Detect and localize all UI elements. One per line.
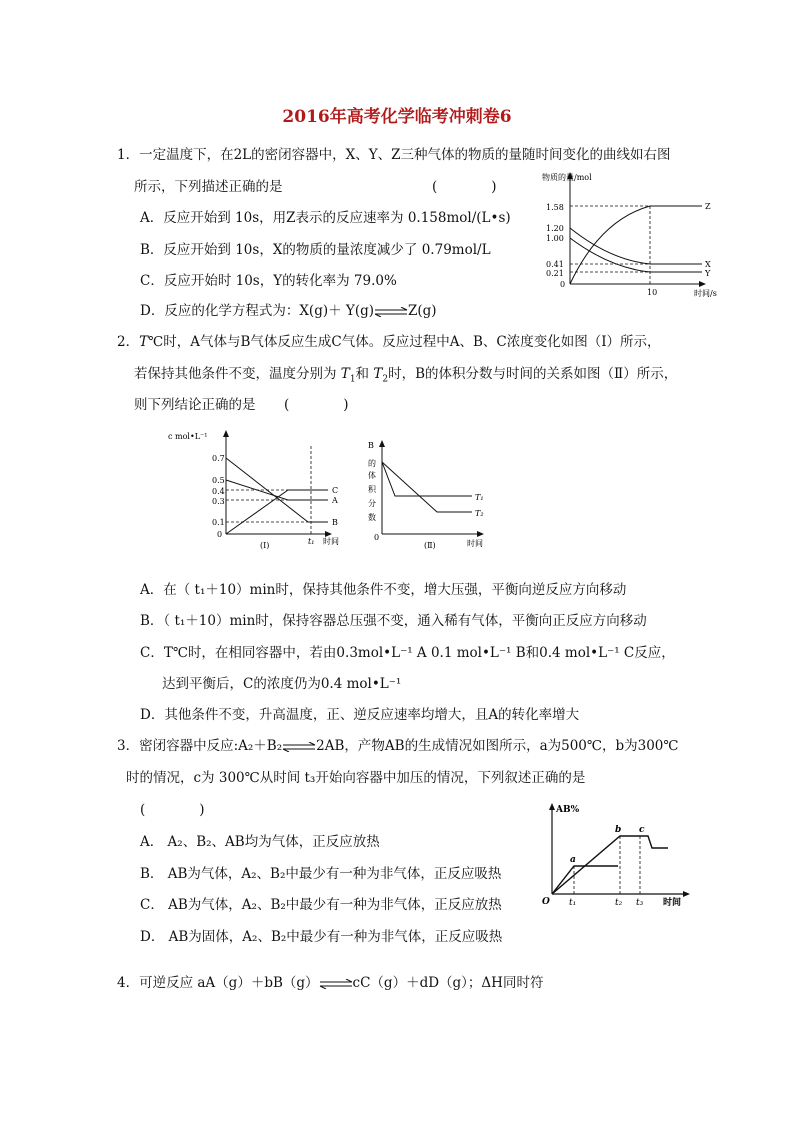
equilibrium-arrow-icon bbox=[374, 307, 408, 317]
q2-g2-label-t1: T₁ bbox=[475, 493, 484, 502]
q2-option-c-line2: 达到平衡后，C的浓度仍为0.4 mol•L⁻¹ bbox=[162, 676, 402, 692]
q2-graph-1 bbox=[168, 424, 353, 554]
q1-answer-bracket: ( ) bbox=[432, 179, 497, 195]
q3-graph bbox=[540, 798, 700, 910]
q2-stem-line3: 则下列结论正确的是 bbox=[134, 397, 256, 413]
q2-g1-xtick-t1: t₁ bbox=[308, 537, 315, 546]
q2-g2-curve-t2 bbox=[382, 462, 472, 512]
q3-xtick-t3: t₃ bbox=[636, 898, 644, 908]
q1-curve-x-label: X bbox=[705, 260, 711, 269]
q1-graph bbox=[530, 168, 730, 303]
q1-graph-xtick-10: 10 bbox=[647, 288, 658, 297]
q3-option-d: D． AB为固体，A₂、B₂中最少有一种为非气体，正反应吸热 bbox=[140, 929, 503, 945]
q2-g2-ylabel-char-5: 分 bbox=[368, 499, 376, 508]
q2-temp-symbol: T bbox=[139, 334, 149, 350]
q2-g1-ytick-0-3: 0.3 bbox=[212, 497, 225, 506]
equilibrium-arrow-icon bbox=[319, 979, 353, 989]
q2-stem-line2 bbox=[134, 364, 677, 390]
q1-curve-y-label: Y bbox=[705, 269, 711, 278]
q1-option-d-rhs: Z(g) bbox=[408, 303, 437, 319]
q3-graph-xlabel: 时间 bbox=[663, 898, 682, 908]
q1-curve-x bbox=[570, 228, 702, 264]
q2-number: 2． bbox=[117, 334, 140, 350]
q2-stem-line1-text: ℃时，A气体与B气体反应生成C气体。反应过程中A、B、C浓度变化如图（Ⅰ）所示， bbox=[148, 334, 661, 350]
q1-graph-ytick-0: 0 bbox=[560, 280, 566, 289]
q2-g2-ylabel-char-1: B bbox=[368, 441, 374, 450]
q3-stem-rhs: 2AB，产物AB的生成情况如图所示，a为500℃，b为300℃ bbox=[316, 738, 679, 754]
q2-g1-label-c: C bbox=[332, 486, 339, 495]
q2-g1-label-a: A bbox=[332, 496, 338, 505]
q2-graph-1-ylabel: c mol•L⁻¹ bbox=[168, 432, 208, 441]
q4-stem-lhs: 4．可逆反应 aA（g）＋bB（g） bbox=[117, 975, 319, 991]
q4-stem bbox=[117, 973, 543, 993]
q2-g1-ytick-0-4: 0.4 bbox=[212, 487, 225, 496]
q1-graph-xlabel: 时间/s bbox=[694, 289, 717, 298]
q1-graph-ytick-1-58: 1.58 bbox=[546, 203, 564, 212]
q3-curve-a bbox=[552, 866, 618, 894]
q1-stem-line2: 所示，下列描述正确的是 bbox=[134, 179, 283, 195]
q1-curve-z-label: Z bbox=[705, 202, 711, 211]
q2-g2-ylabel-char-3: 体 bbox=[368, 471, 376, 480]
q1-option-d-lhs: D．反应的化学方程式为：X(g)＋ Y(g) bbox=[140, 303, 374, 319]
q3-curve-c bbox=[640, 836, 668, 848]
q1-option-b: B．反应开始到 10s，X的物质的量浓度减少了 0.79mol/L bbox=[140, 242, 491, 258]
q3-option-a: A． A₂、B₂、AB均为气体，正反应放热 bbox=[140, 834, 380, 850]
q1-graph-ytick-0-41: 0.41 bbox=[546, 260, 564, 269]
q3-answer-bracket: ( ) bbox=[140, 802, 205, 818]
equilibrium-arrow-icon bbox=[282, 742, 316, 752]
q2-option-a: A．在（ t₁＋10）min时，保持其他条件不变，增大压强，平衡向逆反应方向移动 bbox=[140, 582, 627, 598]
q2-option-d: D．其他条件不变，升高温度，正、逆反应速率均增大，且A的转化率增大 bbox=[140, 707, 580, 723]
q2-g1-ytick-0-7: 0.7 bbox=[212, 454, 225, 463]
q1-graph-ytick-1-20: 1.20 bbox=[546, 224, 564, 233]
q1-graph-ylabel: 物质的量/mol bbox=[542, 173, 592, 182]
q3-option-c: C． AB为气体，A₂、B₂中最少有一种为非气体，正反应放热 bbox=[140, 897, 502, 913]
q2-t1-subscript: 1 bbox=[349, 374, 356, 385]
page-title: 2016年高考化学临考冲刺卷6 bbox=[282, 107, 512, 127]
q1-option-c: C．反应开始时 10s，Y的转化率为 79.0% bbox=[140, 273, 397, 289]
q2-g2-curve-t1 bbox=[382, 462, 472, 496]
q2-g1-ytick-0: 0 bbox=[217, 530, 223, 539]
q2-g1-label-b: B bbox=[332, 518, 338, 527]
q2-t2-symbol: T bbox=[373, 366, 383, 382]
q2-t1-symbol: T bbox=[340, 366, 350, 382]
q1-option-d bbox=[140, 301, 437, 321]
q2-g2-origin: 0 bbox=[374, 533, 380, 542]
q2-g2-ylabel-char-4: 积 bbox=[368, 485, 376, 494]
q3-xtick-t2: t₂ bbox=[615, 898, 623, 908]
q3-xtick-t1: t₁ bbox=[569, 898, 577, 908]
q3-stem-line1 bbox=[117, 736, 679, 756]
q2-g2-ylabel-char-2: 的 bbox=[368, 459, 376, 468]
q2-option-b: B．（ t₁＋10）min时，保持容器总压强不变，通入稀有气体，平衡向正反应方向移动 bbox=[140, 613, 647, 629]
q2-stem-line2-a: 若保持其他条件不变，温度分别为 bbox=[134, 366, 341, 382]
q2-t2-subscript: 2 bbox=[382, 374, 389, 385]
q2-stem-line2-b: 和 bbox=[355, 366, 374, 382]
q1-option-a: A．反应开始到 10s，用Z表示的反应速率为 0.158mol/(L•s) bbox=[140, 210, 511, 226]
q1-graph-ytick-0-21: 0.21 bbox=[546, 269, 564, 278]
q1-stem-line1: 1．一定温度下，在2L的密闭容器中，X、Y、Z三种气体的物质的量随时间变化的曲线如右图 bbox=[117, 147, 671, 163]
q2-stem-line2-c: 时，B的体积分数与时间的关系如图（Ⅱ）所示， bbox=[388, 366, 678, 382]
q4-stem-rhs: cC（g）＋dD（g）；ΔH同时符 bbox=[352, 975, 544, 991]
q2-g2-label-t2: T₂ bbox=[475, 509, 484, 518]
q2-g1-ytick-0-1: 0.1 bbox=[212, 518, 225, 527]
q3-graph-ylabel: AB% bbox=[556, 805, 580, 815]
q3-stem-line2: 时的情况，c为 300℃从时间 t₃开始向容器中加压的情况，下列叙述正确的是 bbox=[126, 770, 586, 786]
q1-curve-y bbox=[570, 238, 702, 272]
q2-g2-xlabel: 时间 bbox=[467, 539, 483, 548]
q3-point-b: b bbox=[615, 825, 622, 835]
q3-point-c: c bbox=[639, 825, 645, 835]
q1-graph-ytick-1-00: 1.00 bbox=[546, 234, 564, 243]
q2-g2-ylabel-char-6: 数 bbox=[368, 513, 376, 522]
q2-stem-line1 bbox=[117, 332, 661, 352]
q2-option-c-line1: C．T℃时，在相同容器中，若由0.3mol•L⁻¹ A 0.1 mol•L⁻¹ B和0.4 mol•L⁻¹ C反应， bbox=[140, 645, 675, 661]
q3-stem-lhs: 3．密闭容器中反应:A₂＋B₂ bbox=[117, 738, 283, 754]
q2-answer-bracket: ( ) bbox=[284, 397, 349, 413]
q3-graph-origin: O bbox=[542, 897, 550, 907]
q2-graph-2 bbox=[362, 434, 494, 554]
q3-point-a: a bbox=[570, 855, 576, 865]
q3-option-b: B． AB为气体，A₂、B₂中最少有一种为非气体，正反应吸热 bbox=[140, 866, 502, 882]
q2-g1-xlabel: 时间 bbox=[323, 537, 339, 546]
q2-g1-caption: (Ⅰ) bbox=[260, 541, 270, 550]
q3-curve-b bbox=[552, 836, 640, 894]
q2-g1-ytick-0-5: 0.5 bbox=[212, 476, 225, 485]
q2-g2-caption: (Ⅱ) bbox=[424, 541, 436, 550]
